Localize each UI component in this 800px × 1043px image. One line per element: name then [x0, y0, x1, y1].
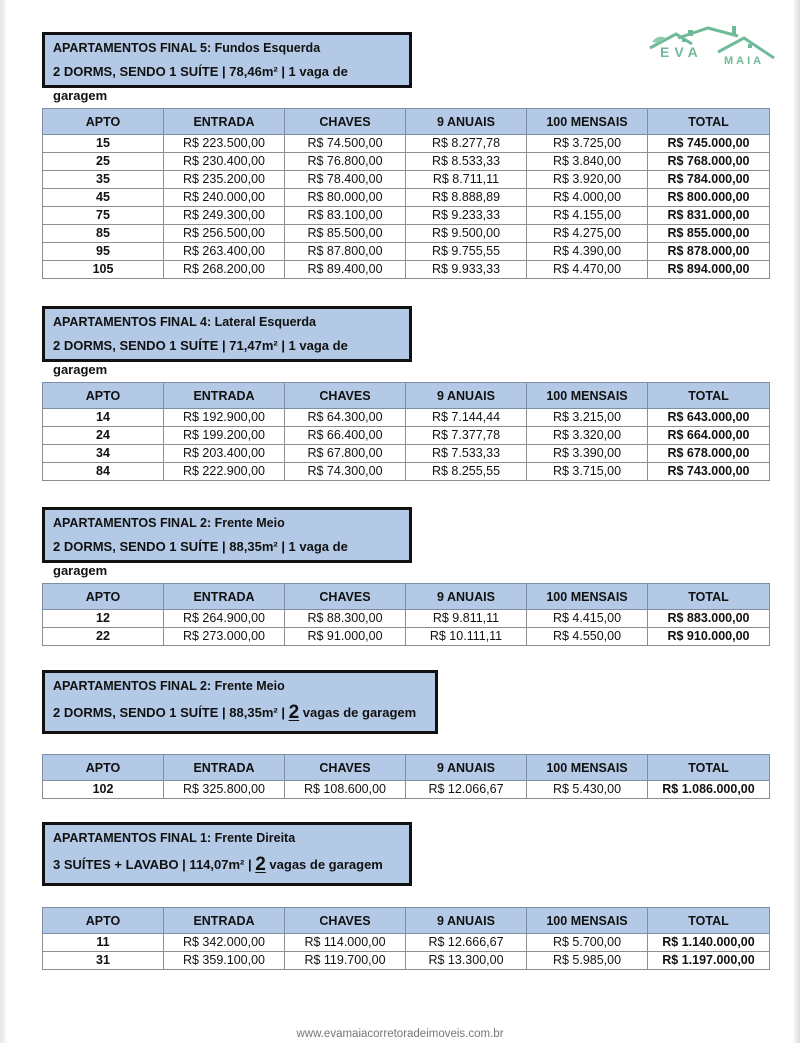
cell-mensais: R$ 3.390,00	[527, 445, 648, 463]
specs-prefix: 2 DORMS, SENDO 1 SUÍTE | 88,35m² |	[53, 705, 289, 720]
cell-apto: 11	[43, 934, 164, 952]
cell-mensais: R$ 4.390,00	[527, 243, 648, 261]
section-title: APARTAMENTOS FINAL 1: Frente Direita	[53, 831, 296, 845]
cell-anuais: R$ 8.255,55	[406, 463, 527, 481]
cell-total: R$ 800.000,00	[648, 189, 770, 207]
section-info-box	[42, 507, 412, 578]
column-header-entrada: ENTRADA	[164, 755, 285, 781]
cell-apto: 85	[43, 225, 164, 243]
cell-anuais: R$ 7.377,78	[406, 427, 527, 445]
cell-total: R$ 1.086.000,00	[648, 781, 770, 799]
cell-entrada: R$ 230.400,00	[164, 153, 285, 171]
column-header-chaves: CHAVES	[285, 383, 406, 409]
cell-total: R$ 1.140.000,00	[648, 934, 770, 952]
table-row	[43, 261, 770, 279]
cell-mensais: R$ 3.840,00	[527, 153, 648, 171]
column-header-mensais: 100 MENSAIS	[527, 908, 648, 934]
specs-prefix: 3 SUÍTES + LAVABO | 114,07m² |	[53, 857, 256, 872]
cell-chaves: R$ 108.600,00	[285, 781, 406, 799]
cell-apto: 102	[43, 781, 164, 799]
cell-chaves: R$ 85.500,00	[285, 225, 406, 243]
column-header-mensais: 100 MENSAIS	[527, 755, 648, 781]
cell-mensais: R$ 5.700,00	[527, 934, 648, 952]
cell-anuais: R$ 8.533,33	[406, 153, 527, 171]
cell-apto: 84	[43, 463, 164, 481]
section-specs	[53, 850, 401, 880]
column-header-mensais: 100 MENSAIS	[527, 383, 648, 409]
column-header-apto: APTO	[43, 908, 164, 934]
column-header-apto: APTO	[43, 383, 164, 409]
table-row	[43, 934, 770, 952]
table-header-row	[43, 383, 770, 409]
column-header-total: TOTAL	[648, 109, 770, 135]
cell-entrada: R$ 359.100,00	[164, 952, 285, 970]
cell-mensais: R$ 3.715,00	[527, 463, 648, 481]
cell-apto: 31	[43, 952, 164, 970]
cell-apto: 22	[43, 628, 164, 646]
cell-total: R$ 678.000,00	[648, 445, 770, 463]
cell-mensais: R$ 4.000,00	[527, 189, 648, 207]
table-header-row	[43, 908, 770, 934]
cell-anuais: R$ 9.811,11	[406, 610, 527, 628]
table-row	[43, 189, 770, 207]
section-info-box	[42, 306, 412, 377]
eva-maia-logo	[648, 24, 776, 70]
cell-anuais: R$ 9.233,33	[406, 207, 527, 225]
column-header-total: TOTAL	[648, 383, 770, 409]
cell-entrada: R$ 199.200,00	[164, 427, 285, 445]
cell-anuais: R$ 7.533,33	[406, 445, 527, 463]
cell-anuais: R$ 9.933,33	[406, 261, 527, 279]
column-header-total: TOTAL	[648, 908, 770, 934]
column-header-mensais: 100 MENSAIS	[527, 584, 648, 610]
table-row	[43, 427, 770, 445]
cell-chaves: R$ 80.000,00	[285, 189, 406, 207]
table-row	[43, 610, 770, 628]
cell-mensais: R$ 4.275,00	[527, 225, 648, 243]
column-header-apto: APTO	[43, 755, 164, 781]
cell-chaves: R$ 91.000,00	[285, 628, 406, 646]
cell-total: R$ 894.000,00	[648, 261, 770, 279]
column-header-anuais: 9 ANUAIS	[406, 755, 527, 781]
cell-total: R$ 768.000,00	[648, 153, 770, 171]
column-header-entrada: ENTRADA	[164, 908, 285, 934]
cell-mensais: R$ 3.215,00	[527, 409, 648, 427]
cell-anuais: R$ 8.711,11	[406, 171, 527, 189]
cell-mensais: R$ 3.725,00	[527, 135, 648, 153]
cell-total: R$ 1.197.000,00	[648, 952, 770, 970]
cell-total: R$ 745.000,00	[648, 135, 770, 153]
section-title: APARTAMENTOS FINAL 2: Frente Meio	[53, 516, 285, 530]
cell-anuais: R$ 8.888,89	[406, 189, 527, 207]
cell-entrada: R$ 240.000,00	[164, 189, 285, 207]
footer-website[interactable]: www.evamaiacorretoradeimoveis.com.br	[296, 1028, 504, 1040]
section-specs: 2 DORMS, SENDO 1 SUÍTE | 88,35m² | 1 vaga de garagem	[53, 539, 348, 578]
cell-total: R$ 855.000,00	[648, 225, 770, 243]
price-table	[42, 583, 770, 646]
section-specs	[53, 698, 427, 728]
table-row	[43, 243, 770, 261]
cell-anuais: R$ 8.277,78	[406, 135, 527, 153]
column-header-chaves: CHAVES	[285, 109, 406, 135]
price-table	[42, 754, 770, 799]
logo-text-eva: EVA	[660, 44, 703, 60]
table-row	[43, 135, 770, 153]
column-header-entrada: ENTRADA	[164, 109, 285, 135]
cell-entrada: R$ 249.300,00	[164, 207, 285, 225]
cell-chaves: R$ 114.000,00	[285, 934, 406, 952]
cell-mensais: R$ 4.550,00	[527, 628, 648, 646]
column-header-chaves: CHAVES	[285, 908, 406, 934]
cell-entrada: R$ 223.500,00	[164, 135, 285, 153]
column-header-entrada: ENTRADA	[164, 383, 285, 409]
page-edge-left	[0, 0, 6, 1043]
cell-entrada: R$ 235.200,00	[164, 171, 285, 189]
cell-mensais: R$ 4.415,00	[527, 610, 648, 628]
column-header-anuais: 9 ANUAIS	[406, 908, 527, 934]
cell-chaves: R$ 87.800,00	[285, 243, 406, 261]
cell-mensais: R$ 5.985,00	[527, 952, 648, 970]
section-title: APARTAMENTOS FINAL 2: Frente Meio	[53, 679, 285, 693]
cell-anuais: R$ 10.111,11	[406, 628, 527, 646]
parking-count: 2	[255, 854, 266, 875]
cell-chaves: R$ 76.800,00	[285, 153, 406, 171]
table-row	[43, 952, 770, 970]
cell-anuais: R$ 7.144,44	[406, 409, 527, 427]
cell-total: R$ 743.000,00	[648, 463, 770, 481]
cell-total: R$ 664.000,00	[648, 427, 770, 445]
table-row	[43, 171, 770, 189]
logo-text-maia: MAIA	[724, 55, 765, 67]
cell-chaves: R$ 89.400,00	[285, 261, 406, 279]
column-header-mensais: 100 MENSAIS	[527, 109, 648, 135]
column-header-chaves: CHAVES	[285, 584, 406, 610]
cell-chaves: R$ 78.400,00	[285, 171, 406, 189]
cell-chaves: R$ 64.300,00	[285, 409, 406, 427]
column-header-total: TOTAL	[648, 755, 770, 781]
column-header-anuais: 9 ANUAIS	[406, 383, 527, 409]
cell-chaves: R$ 88.300,00	[285, 610, 406, 628]
cell-chaves: R$ 83.100,00	[285, 207, 406, 225]
table-header-row	[43, 584, 770, 610]
cell-mensais: R$ 5.430,00	[527, 781, 648, 799]
cell-apto: 25	[43, 153, 164, 171]
table-row	[43, 207, 770, 225]
cell-mensais: R$ 3.920,00	[527, 171, 648, 189]
section-info-box	[42, 822, 412, 886]
cell-chaves: R$ 67.800,00	[285, 445, 406, 463]
cell-chaves: R$ 119.700,00	[285, 952, 406, 970]
cell-anuais: R$ 12.666,67	[406, 934, 527, 952]
cell-apto: 14	[43, 409, 164, 427]
cell-apto: 12	[43, 610, 164, 628]
column-header-anuais: 9 ANUAIS	[406, 109, 527, 135]
table-row	[43, 225, 770, 243]
cell-mensais: R$ 4.470,00	[527, 261, 648, 279]
table-row	[43, 153, 770, 171]
cell-chaves: R$ 74.500,00	[285, 135, 406, 153]
cell-total: R$ 643.000,00	[648, 409, 770, 427]
section-title: APARTAMENTOS FINAL 4: Lateral Esquerda	[53, 315, 317, 329]
cell-entrada: R$ 203.400,00	[164, 445, 285, 463]
cell-anuais: R$ 13.300,00	[406, 952, 527, 970]
cell-mensais: R$ 4.155,00	[527, 207, 648, 225]
cell-apto: 15	[43, 135, 164, 153]
table-row	[43, 409, 770, 427]
cell-entrada: R$ 268.200,00	[164, 261, 285, 279]
cell-total: R$ 878.000,00	[648, 243, 770, 261]
cell-chaves: R$ 66.400,00	[285, 427, 406, 445]
cell-entrada: R$ 192.900,00	[164, 409, 285, 427]
cell-apto: 75	[43, 207, 164, 225]
table-row	[43, 781, 770, 799]
column-header-apto: APTO	[43, 109, 164, 135]
cell-anuais: R$ 9.755,55	[406, 243, 527, 261]
cell-total: R$ 784.000,00	[648, 171, 770, 189]
cell-apto: 105	[43, 261, 164, 279]
section-specs: 2 DORMS, SENDO 1 SUÍTE | 78,46m² | 1 vaga de garagem	[53, 64, 348, 103]
cell-apto: 24	[43, 427, 164, 445]
parking-count: 2	[288, 702, 300, 723]
column-header-chaves: CHAVES	[285, 755, 406, 781]
cell-anuais: R$ 12.066,67	[406, 781, 527, 799]
cell-apto: 95	[43, 243, 164, 261]
column-header-total: TOTAL	[648, 584, 770, 610]
column-header-apto: APTO	[43, 584, 164, 610]
cell-entrada: R$ 256.500,00	[164, 225, 285, 243]
cell-total: R$ 883.000,00	[648, 610, 770, 628]
price-table	[42, 382, 770, 481]
page-edge-right	[794, 0, 800, 1043]
cell-anuais: R$ 9.500,00	[406, 225, 527, 243]
column-header-entrada: ENTRADA	[164, 584, 285, 610]
table-row	[43, 628, 770, 646]
cell-apto: 35	[43, 171, 164, 189]
cell-entrada: R$ 342.000,00	[164, 934, 285, 952]
specs-suffix: vagas de garagem	[265, 857, 383, 872]
table-header-row	[43, 755, 770, 781]
cell-entrada: R$ 222.900,00	[164, 463, 285, 481]
cell-apto: 34	[43, 445, 164, 463]
cell-chaves: R$ 74.300,00	[285, 463, 406, 481]
column-header-anuais: 9 ANUAIS	[406, 584, 527, 610]
cell-entrada: R$ 273.000,00	[164, 628, 285, 646]
price-table	[42, 907, 770, 970]
cell-entrada: R$ 325.800,00	[164, 781, 285, 799]
cell-mensais: R$ 3.320,00	[527, 427, 648, 445]
section-info-box	[42, 32, 412, 103]
cell-entrada: R$ 263.400,00	[164, 243, 285, 261]
table-header-row	[43, 109, 770, 135]
cell-apto: 45	[43, 189, 164, 207]
section-info-box	[42, 670, 438, 734]
specs-suffix: vagas de garagem	[299, 705, 417, 720]
price-table	[42, 108, 770, 279]
section-specs: 2 DORMS, SENDO 1 SUÍTE | 71,47m² | 1 vaga de garagem	[53, 338, 348, 377]
cell-total: R$ 910.000,00	[648, 628, 770, 646]
section-title: APARTAMENTOS FINAL 5: Fundos Esquerda	[53, 41, 321, 55]
table-row	[43, 463, 770, 481]
cell-entrada: R$ 264.900,00	[164, 610, 285, 628]
table-row	[43, 445, 770, 463]
cell-total: R$ 831.000,00	[648, 207, 770, 225]
